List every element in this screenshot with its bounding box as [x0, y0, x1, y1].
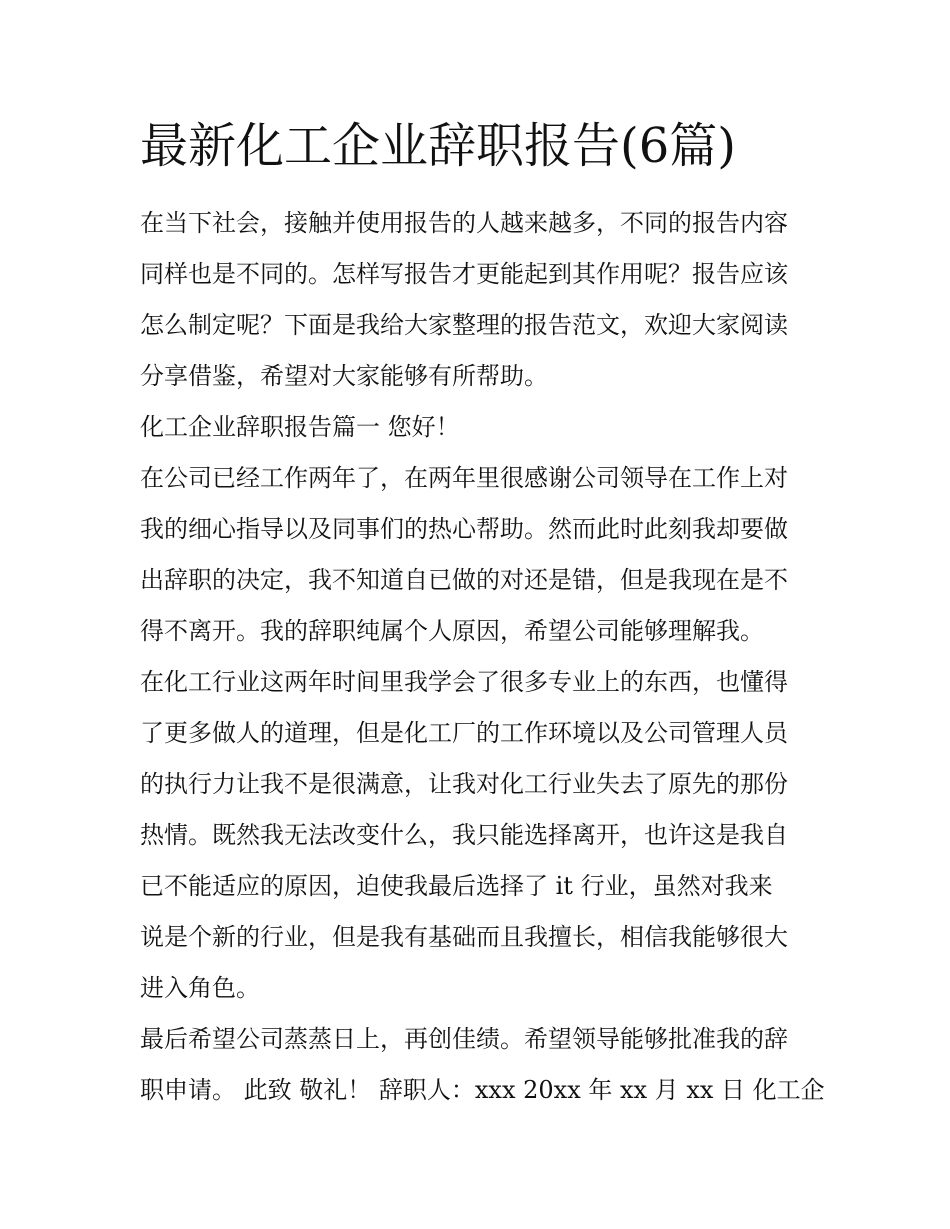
body-line: 在化工行业这两年时间里我学会了很多专业上的东西，也懂得	[140, 668, 788, 696]
body-line: 进入角色。	[140, 974, 260, 1002]
body-line: 得不离开。我的辞职纯属个人原因，希望公司能够理解我。	[140, 617, 764, 645]
body-line: 最后希望公司蒸蒸日上，再创佳绩。希望领导能够批准我的辞	[140, 1025, 788, 1053]
body-line: 已不能适应的原因，迫使我最后选择了 it 行业，虽然对我来	[140, 872, 773, 900]
body-line: 在公司已经工作两年了，在两年里很感谢公司领导在工作上对	[140, 464, 788, 492]
body-line: 职申请。 此致 敬礼！ 辞职人：xxx 20xx 年 xx 月 xx 日 化工企	[140, 1076, 825, 1104]
section-heading-line: 化工企业辞职报告篇一 您好！	[140, 413, 460, 441]
body-line: 同样也是不同的。怎样写报告才更能起到其作用呢？报告应该	[140, 260, 788, 288]
body-line: 在当下社会，接触并使用报告的人越来越多，不同的报告内容	[140, 209, 788, 237]
body-line: 我的细心指导以及同事们的热心帮助。然而此时此刻我却要做	[140, 515, 788, 543]
document-title: 最新化工企业辞职报告(6篇)	[140, 118, 736, 174]
body-line: 分享借鉴，希望对大家能够有所帮助。	[140, 362, 548, 390]
body-line: 说是个新的行业，但是我有基础而且我擅长，相信我能够很大	[140, 923, 788, 951]
document-body	[140, 198, 825, 1116]
body-line: 了更多做人的道理，但是化工厂的工作环境以及公司管理人员	[140, 719, 788, 747]
body-line: 的执行力让我不是很满意，让我对化工行业失去了原先的那份	[140, 770, 788, 798]
body-line: 热情。既然我无法改变什么，我只能选择离开，也许这是我自	[140, 821, 788, 849]
body-line: 出辞职的决定，我不知道自已做的对还是错，但是我现在是不	[140, 566, 788, 594]
body-line: 怎么制定呢？下面是我给大家整理的报告范文，欢迎大家阅读	[140, 311, 788, 339]
